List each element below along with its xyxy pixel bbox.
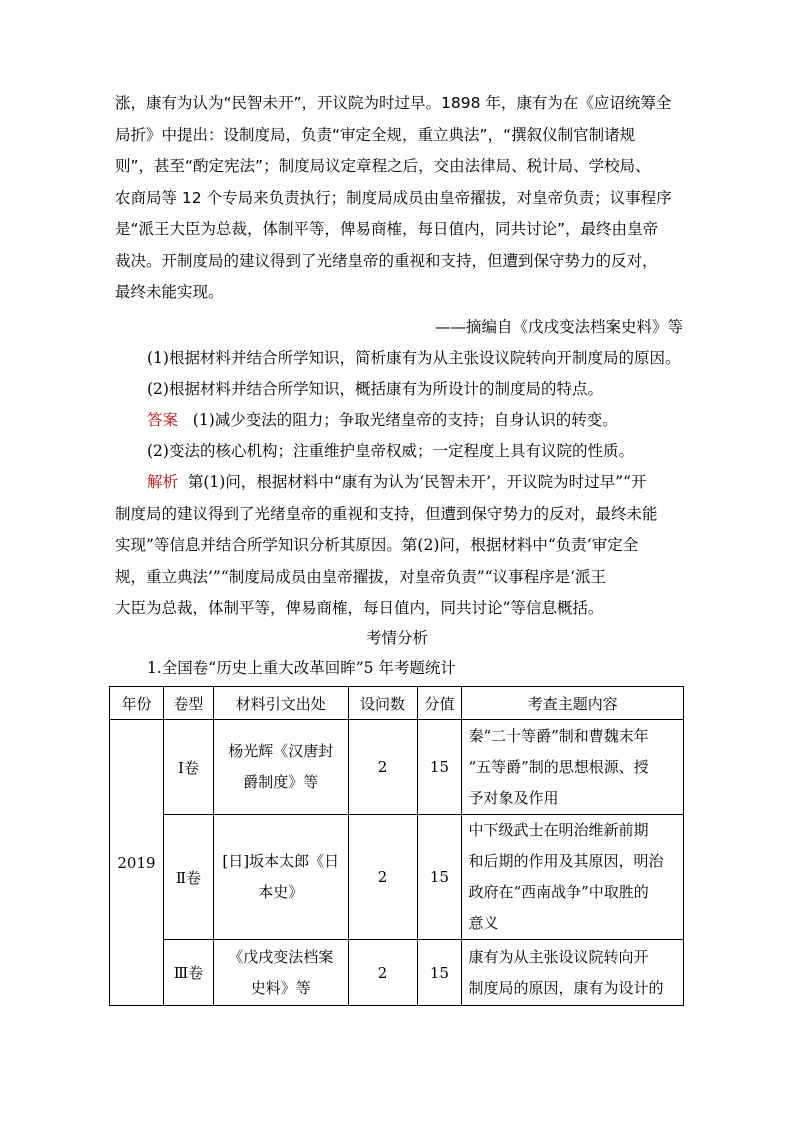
table-header-row	[110, 687, 684, 720]
source-cell	[213, 940, 348, 1006]
table-caption: 1.全国卷“历史上重大改革回眸”5 年考题统计	[147, 659, 456, 677]
topic-line: 中下级武士在明治维新前期	[468, 821, 649, 839]
passage-line: 局折》中提出：设制度局，负责“审定全规，重立典法”，“撰叙仪制官制诸规	[115, 125, 636, 144]
question-1: (1)根据材料并结合所学知识，简析康有为从主张设议院转向开制度局的原因。	[147, 349, 681, 367]
table-row	[110, 720, 684, 815]
header-question-count: 设问数	[348, 687, 417, 720]
answer-text-1: (1)减少变法的阻力；争取光绪皇帝的支持；自身认识的转变。	[192, 411, 618, 429]
analysis-line: 制度局的建议得到了光绪皇帝的重视和支持，但遭到保守势力的反对，最终未能	[115, 504, 658, 523]
passage-line: 涨，康有为认为“民智未开”，开议院为时过早。1898 年，康有为在《应诏统筹全	[115, 94, 672, 112]
source-line: 爵制度》等	[243, 773, 319, 791]
score-cell: 15	[417, 815, 462, 940]
topic-line: “五等爵”制的思想根源、授	[468, 757, 649, 776]
header-year: 年份	[110, 687, 164, 720]
source-cell	[213, 815, 348, 940]
topic-line: 制度局的原因，康有为设计的	[468, 978, 664, 997]
topic-cell	[462, 815, 684, 940]
analysis-line: 实现”等信息并结合所学知识分析其原因。第(2)问，根据材料中“负责‘审定全	[115, 536, 639, 554]
source-line: 杨光辉《汉唐封	[228, 742, 334, 760]
topic-line: 康有为从主张设议院转向开	[468, 947, 649, 966]
question-2: (2)根据材料并结合所学知识，概括康有为所设计的制度局的特点。	[147, 380, 603, 398]
score-cell: 15	[417, 940, 462, 1006]
score-cell: 15	[417, 720, 462, 815]
answer-line-1	[147, 405, 618, 436]
paper-cell: Ⅲ卷	[163, 940, 213, 1006]
topic-line: 意义	[468, 914, 499, 932]
source-cell	[213, 720, 348, 815]
answer-label: 答案	[147, 411, 179, 429]
topic-line: 予对象及作用	[468, 788, 559, 807]
analysis-block	[115, 467, 685, 625]
section-title: 考情分析	[365, 629, 428, 647]
passage-line: 则”，甚至“酌定宪法”；制度局议定章程之后，交由法律局、税计局、学校局、	[115, 157, 651, 175]
question-count-cell: 2	[348, 815, 417, 940]
header-topic: 考查主题内容	[462, 687, 684, 720]
question-count-cell: 2	[348, 720, 417, 815]
topic-line: 政府在“西南战争”中取胜的	[468, 883, 649, 901]
analysis-label: 解析	[147, 473, 179, 491]
topic-line: 和后期的作用及其原因，明治	[468, 852, 664, 870]
material-source: ——摘编自《戊戌变法档案史料》等	[434, 318, 683, 336]
table-row	[110, 940, 684, 1006]
paper-cell: Ⅰ卷	[163, 720, 213, 815]
topic-cell	[462, 940, 684, 1006]
source-line: 史料》等	[250, 978, 311, 997]
material-passage	[115, 88, 685, 309]
topic-cell	[462, 720, 684, 815]
analysis-line: 规，重立典法’”“制度局成员由皇帝擢拔，对皇帝负责”“议事程序是‘派王	[115, 567, 607, 586]
source-line: [日]坂本太郎《日	[222, 852, 340, 870]
table-row	[110, 815, 684, 940]
analysis-line: 大臣为总裁，体制平等，俾易商榷，每日值内，同共讨论”等信息概括。	[115, 599, 604, 617]
source-line: 《戊戌变法档案	[228, 947, 334, 966]
header-score: 分值	[417, 687, 462, 720]
header-paper: 卷型	[163, 687, 213, 720]
passage-line: 裁决。开制度局的建议得到了光绪皇帝的重视和支持，但遭到保守势力的反对，	[115, 251, 658, 270]
answer-line-2: (2)变法的核心机构；注重维护皇帝权威；一定程度上具有议院的性质。	[147, 442, 634, 460]
paper-cell: Ⅱ卷	[163, 815, 213, 940]
topic-line: 秦“二十等爵”制和曹魏末年	[468, 726, 649, 745]
analysis-text: 第(1)问，根据材料中“康有为认为‘民智未开’，开议院为时过早”“开	[187, 473, 647, 491]
passage-line: 农商局等 12 个专局来负责执行；制度局成员由皇帝擢拔，对皇帝负责；议事程序	[115, 188, 672, 207]
source-line: 本史》	[258, 883, 304, 901]
passage-line: 是“派王大臣为总裁，体制平等，俾易商榷，每日值内，同共讨论”，最终由皇帝	[115, 220, 659, 238]
analysis-line-1	[115, 467, 685, 499]
year-cell: 2019	[110, 720, 164, 1006]
exam-statistics-table	[109, 686, 684, 1006]
question-count-cell: 2	[348, 940, 417, 1006]
passage-line: 最终未能实现。	[115, 283, 224, 301]
header-source: 材料引文出处	[213, 687, 348, 720]
